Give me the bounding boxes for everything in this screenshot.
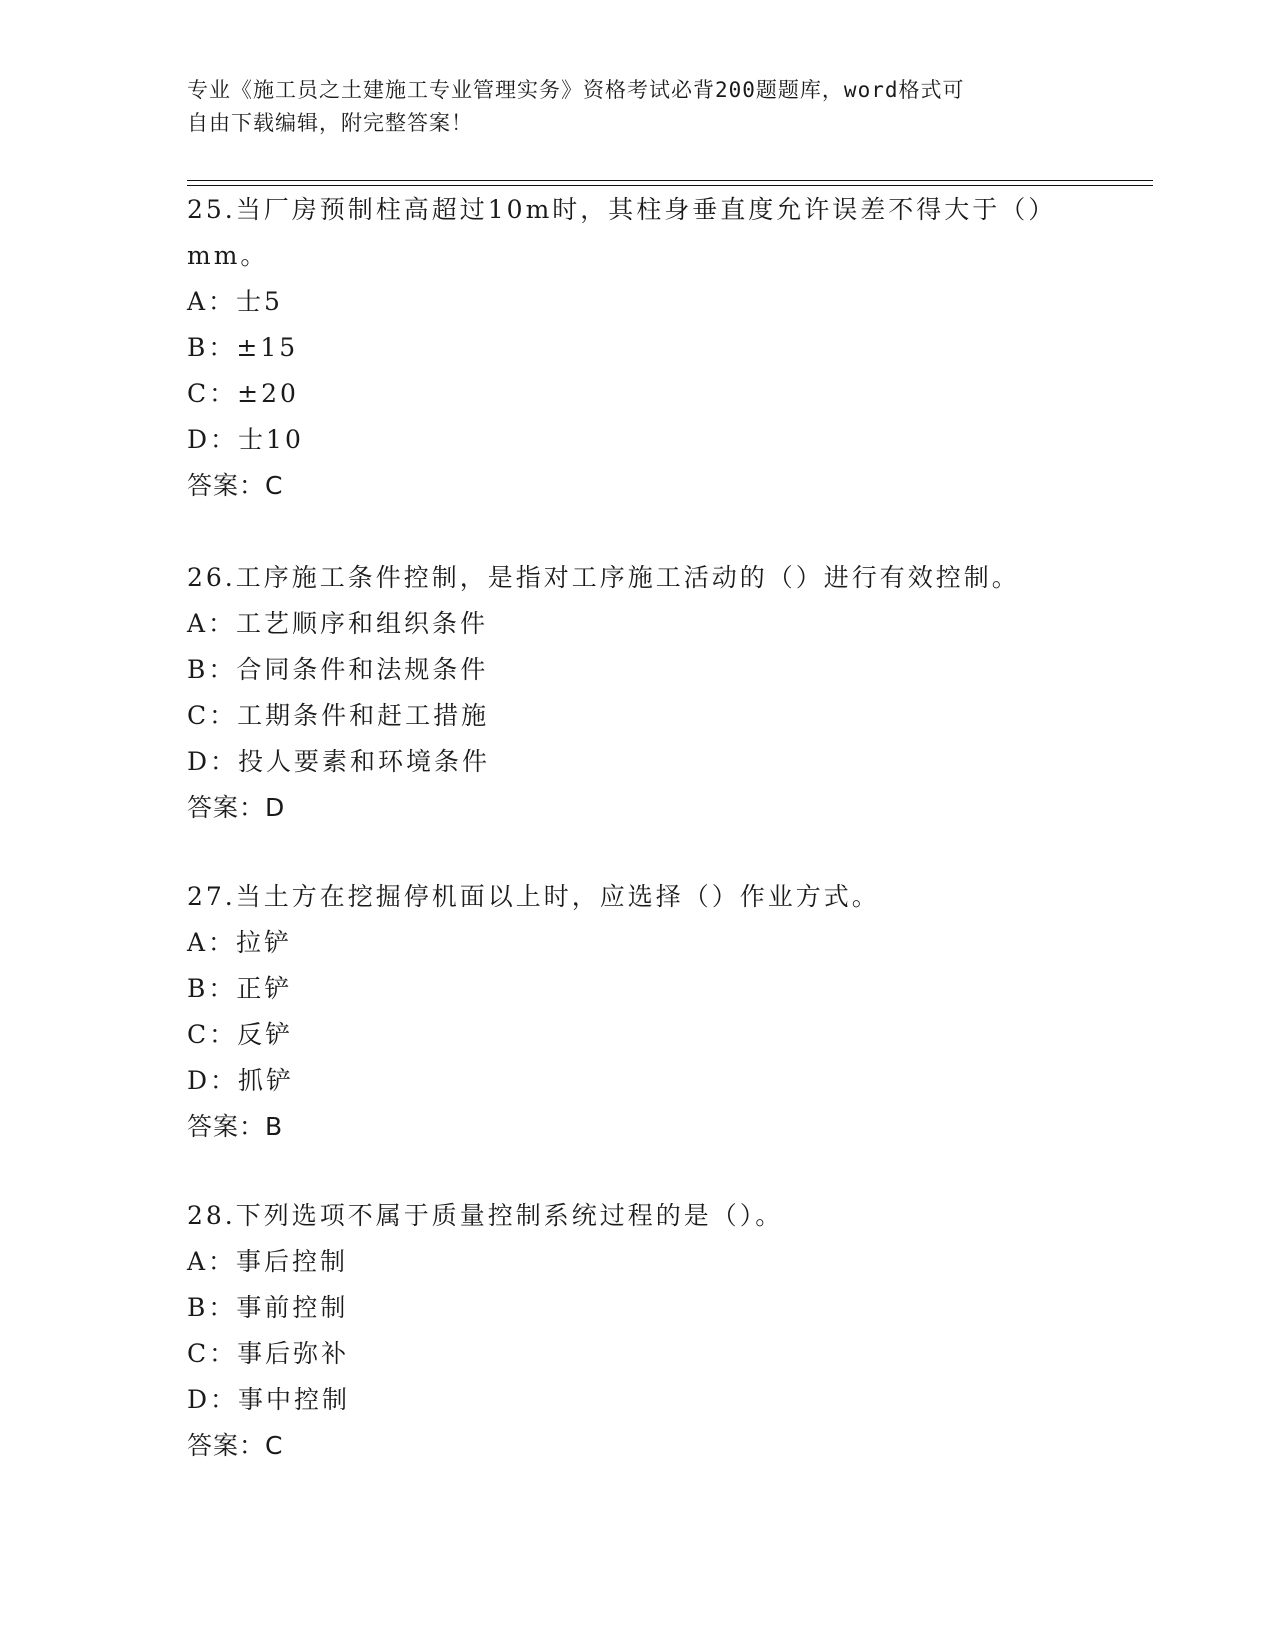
question-stem: 25.当厂房预制柱高超过10m时，其柱身垂直度允许误差不得大于（）: [187, 195, 1057, 224]
option-c: C：工期条件和赶工措施: [187, 701, 490, 730]
option-a: A：士5: [187, 287, 283, 316]
question-stem: 27.当土方在挖掘停机面以上时，应选择（）作业方式。: [187, 882, 880, 911]
option-c: C：反铲: [187, 1020, 294, 1049]
option-d: D：投人要素和环境条件: [187, 747, 491, 776]
option-b: B：合同条件和法规条件: [187, 655, 489, 684]
option-c: C：±20: [187, 379, 299, 408]
option-b: B：正铲: [187, 974, 293, 1003]
header-line-2: 自由下载编辑，附完整答案！: [187, 111, 473, 135]
option-d: D：士10: [187, 425, 304, 454]
header-line-1: 专业《施工员之土建施工专业管理实务》资格考试必背200题题库，word格式可: [187, 78, 965, 102]
answer: 答案：D: [187, 793, 286, 822]
document-header: [187, 74, 1087, 140]
option-b: B：事前控制: [187, 1293, 349, 1322]
header-divider-bottom: [187, 185, 1153, 186]
question-27: [187, 874, 1087, 1150]
header-divider-top: [187, 180, 1153, 181]
answer: 答案：C: [187, 1431, 284, 1460]
answer: 答案：C: [187, 471, 284, 500]
option-c: C：事后弥补: [187, 1339, 350, 1368]
question-stem: 28.下列选项不属于质量控制系统过程的是（）。: [187, 1201, 784, 1230]
question-28: [187, 1193, 1087, 1469]
option-a: A：事后控制: [187, 1247, 349, 1276]
question-26: [187, 555, 1087, 831]
option-a: A：拉铲: [187, 928, 293, 957]
option-d: D：抓铲: [187, 1066, 295, 1095]
option-a: A：工艺顺序和组织条件: [187, 609, 489, 638]
option-b: B：±15: [187, 333, 299, 362]
question-stem-continued: mm。: [187, 241, 269, 270]
option-d: D：事中控制: [187, 1385, 351, 1414]
question-25: [187, 187, 1087, 509]
answer: 答案：B: [187, 1112, 284, 1141]
question-stem: 26.工序施工条件控制，是指对工序施工活动的（）进行有效控制。: [187, 563, 1020, 592]
